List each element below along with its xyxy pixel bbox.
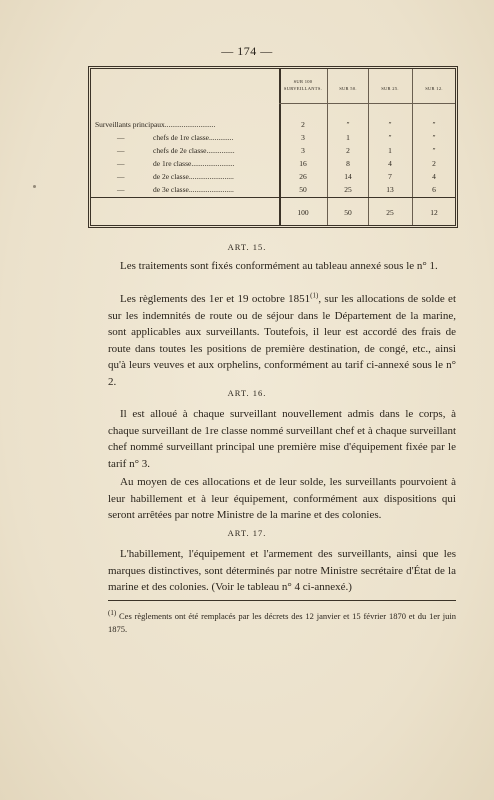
ditto-dash: — (117, 185, 125, 194)
cell: 3 (301, 133, 305, 142)
cell: 2 (432, 159, 436, 168)
total-cell: 25 (386, 208, 394, 217)
column-header: SUR 12. (425, 86, 443, 91)
cell: ″ (388, 133, 392, 142)
table-row (91, 157, 455, 170)
row-label: de 2e classe........................ (153, 172, 234, 181)
row-label: de 1re classe....................... (153, 159, 235, 168)
footnote (108, 610, 456, 636)
ditto-dash: — (117, 133, 125, 142)
footnote-ref: (1) (310, 291, 319, 300)
cell: 26 (299, 172, 307, 181)
totals-rule (91, 197, 455, 198)
header-rule (279, 103, 455, 104)
cell: 7 (388, 172, 392, 181)
cell: 1 (388, 146, 392, 155)
article-heading: ART. 17. (227, 528, 267, 538)
table-row (91, 131, 455, 144)
page-number: — 174 — (221, 44, 273, 58)
total-cell: 100 (297, 208, 309, 217)
text-run: Les règlements des 1er et 19 octobre 1851 (120, 293, 311, 305)
ditto-dash: — (117, 146, 125, 155)
cell: 8 (346, 159, 350, 168)
table-row (91, 144, 455, 157)
paper-speck (33, 185, 36, 188)
row-label: chefs de 2e classe............... (153, 146, 235, 155)
cell: ″ (388, 120, 392, 129)
row-label: de 3e classe........................ (153, 185, 234, 194)
paragraph (108, 291, 456, 390)
table-row (91, 170, 455, 183)
cell: 3 (301, 146, 305, 155)
article-heading: ART. 16. (227, 388, 267, 398)
cell: 4 (432, 172, 436, 181)
totals-row (91, 207, 455, 219)
paragraph: Il est alloué à chaque surveillant nouvellement admis dans le corps, à chaque surveillant de 1re classe nommé surveillant chef et à chaque surveillant chef nommé surveillant principal une première mise d'équipement fixée par le tarif n° 3. (108, 408, 456, 470)
text-run: , sur les allocations de solde et sur les indemnités de route ou de séjour dans le Département de la marine, sont applicables aux surveillants. Toutefois, il leur est accordé des frais de route dans toutes les positions de première destination, de congé, etc., ainsi qu'à leurs veuves et aux orphelins, conformément au tarif ci-annexé sous le n° 2. (108, 293, 456, 388)
cell: 4 (388, 159, 392, 168)
ditto-dash: — (117, 172, 125, 181)
cell: 16 (299, 159, 307, 168)
cell: 50 (299, 185, 307, 194)
paragraph: Les traitements sont fixés conformément au tableau annexé sous le n° 1. (120, 260, 438, 272)
column-header: SUR 50. (339, 86, 357, 91)
cell: ″ (346, 120, 350, 129)
row-label: chefs de 1re classe............. (153, 133, 234, 142)
table-row (91, 183, 455, 196)
cell: 13 (386, 185, 394, 194)
cell: 6 (432, 185, 436, 194)
staffing-table (88, 66, 458, 228)
footnote-marker: (1) (108, 609, 117, 618)
total-cell: 12 (430, 208, 438, 217)
total-cell: 50 (344, 208, 352, 217)
cell: 2 (301, 120, 305, 129)
row-label: Surveillants principaux........................... (95, 120, 216, 129)
footnote-rule (108, 600, 456, 601)
paragraph: Au moyen de ces allocations et de leur solde, les surveillants pourvoient à leur habillement et à leur équipement, conformément aux dispositions qui seront arrêtées par notre Ministre de la marine et des colonies. (108, 476, 456, 521)
cell: 14 (344, 172, 352, 181)
cell: 25 (344, 185, 352, 194)
column-header: SUR 25. (381, 86, 399, 91)
cell: ″ (432, 133, 436, 142)
cell: 2 (346, 146, 350, 155)
paragraph: L'habillement, l'équipement et l'armement des surveillants, ainsi que les marques distinctives, sont déterminés par notre Ministre secrétaire d'État de la marine et des colonies. (Voir le tableau n° 4 ci-annexé.) (108, 548, 456, 593)
footnote-text: Ces règlements ont été remplacés par les décrets des 12 janvier et 15 février 1870 et du 1er juin 1875. (108, 611, 456, 634)
table-row (91, 118, 455, 131)
column-header: SUR 100 SURVEILLANTS. (283, 79, 323, 91)
article-heading: ART. 15. (227, 242, 267, 252)
cell: 1 (346, 133, 350, 142)
cell: ″ (432, 120, 436, 129)
cell: ″ (432, 146, 436, 155)
ditto-dash: — (117, 159, 125, 168)
